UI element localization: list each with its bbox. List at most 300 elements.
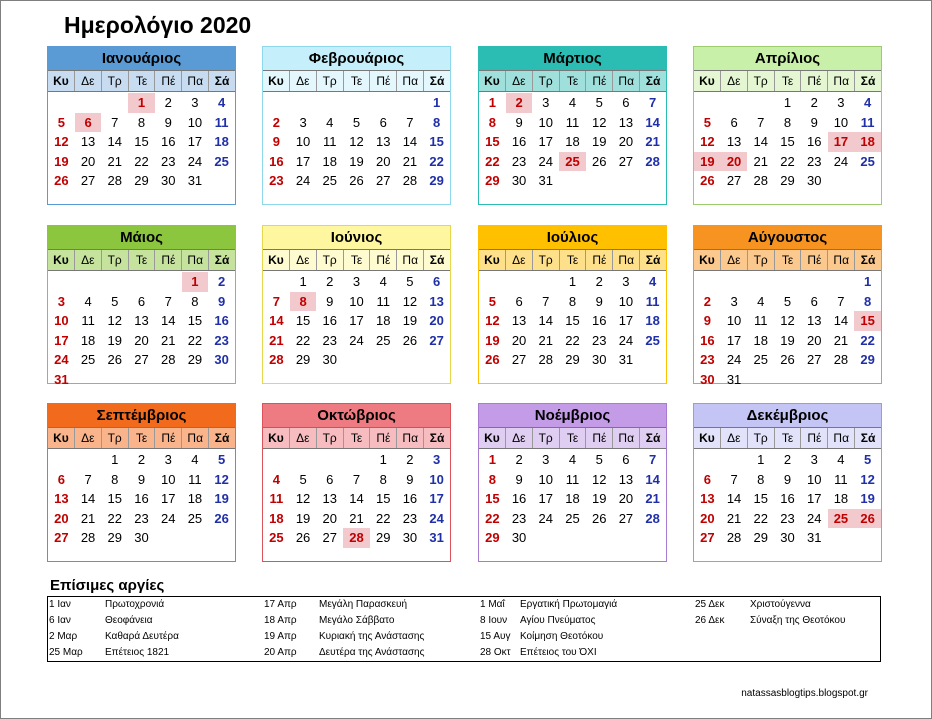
weekday-label: Σά <box>639 428 666 448</box>
weekday-label: Τε <box>559 250 586 270</box>
weekday-label: Σά <box>639 250 666 270</box>
weekday-label: Τρ <box>101 250 128 270</box>
day-cell: 7 <box>649 452 657 467</box>
month-calendar <box>262 225 451 384</box>
day-cell: 26 <box>107 352 123 367</box>
day-cell: 4 <box>864 95 872 110</box>
day-cell: 6 <box>515 293 523 309</box>
holidays-column <box>49 597 179 661</box>
day-cell: 17 <box>429 491 444 506</box>
weekday-label: Δε <box>74 428 101 448</box>
weekday-header <box>48 427 235 449</box>
day-cell: 27 <box>375 173 391 188</box>
weekday-label: Κυ <box>484 431 500 445</box>
day-cell: 2 <box>137 452 146 467</box>
day-cell: 18 <box>322 153 338 169</box>
holiday-row <box>695 597 845 613</box>
day-cell: 31 <box>618 352 634 367</box>
day-cell: 12 <box>700 134 715 149</box>
empty-cell <box>75 272 102 292</box>
weekday-header <box>48 249 235 271</box>
day-cell: 23 <box>806 153 822 169</box>
weekday-header <box>694 249 881 271</box>
holiday-date: 20 Απρ <box>264 647 297 658</box>
day-cell: 22 <box>429 153 444 169</box>
day-cell: 3 <box>622 274 630 289</box>
day-cell: 28 <box>538 352 554 367</box>
day-cell: 26 <box>854 509 881 529</box>
day-cell: 17 <box>538 491 554 506</box>
holiday-name: Δευτέρα της Ανάστασης <box>319 647 425 658</box>
days-grid <box>694 271 881 389</box>
weekday-label: Δε <box>289 71 316 91</box>
day-cell: 23 <box>214 332 229 348</box>
day-cell: 15 <box>429 134 444 149</box>
month-calendar <box>262 46 451 205</box>
day-cell: 20 <box>806 332 822 348</box>
day-cell: 6 <box>433 274 441 289</box>
weekday-label: Κυ <box>699 74 715 88</box>
empty-cell <box>101 93 128 113</box>
weekday-label: Τε <box>559 71 586 91</box>
day-cell: 19 <box>349 153 364 169</box>
day-cell: 4 <box>837 452 845 467</box>
weekday-label: Πέ <box>369 71 396 91</box>
weekday-label: Δε <box>74 250 101 270</box>
day-cell: 15 <box>187 313 203 328</box>
month-calendar <box>47 403 236 562</box>
holiday-date: 6 Ιαν <box>49 615 71 626</box>
day-cell: 13 <box>806 313 822 328</box>
day-cell: 10 <box>618 293 634 309</box>
month-name: Ιούνιος <box>263 226 450 249</box>
day-cell: 4 <box>568 95 577 110</box>
weekday-label: Δε <box>74 71 101 91</box>
day-cell: 10 <box>806 471 822 487</box>
day-cell: 22 <box>295 332 311 348</box>
day-cell: 26 <box>591 510 607 526</box>
day-cell: 13 <box>322 491 338 506</box>
day-cell: 13 <box>700 491 715 506</box>
day-cell: 30 <box>134 530 149 545</box>
day-cell: 20 <box>134 332 149 348</box>
weekday-label: Κυ <box>53 253 69 267</box>
day-cell: 11 <box>645 293 660 309</box>
day-cell: 17 <box>187 134 203 149</box>
day-cell: 19 <box>591 134 607 149</box>
empty-cell <box>263 450 290 470</box>
day-cell: 10 <box>349 293 364 309</box>
day-cell: 1 <box>568 274 577 289</box>
weekday-header <box>263 70 450 92</box>
day-cell: 12 <box>591 471 607 487</box>
day-cell: 20 <box>80 153 96 169</box>
day-cell: 3 <box>837 95 845 110</box>
day-cell: 27 <box>511 352 527 367</box>
day-cell: 4 <box>326 114 334 130</box>
weekday-label: Τε <box>343 250 370 270</box>
weekday-label: Τρ <box>316 428 343 448</box>
holiday-date: 25 Μαρ <box>49 647 83 658</box>
day-cell: 15 <box>753 491 769 506</box>
weekday-label: Πέ <box>800 71 827 91</box>
days-grid <box>48 271 235 389</box>
day-cell: 3 <box>164 452 172 467</box>
day-cell: 8 <box>488 114 496 130</box>
day-cell: 3 <box>433 452 441 467</box>
weekday-label: Τε <box>774 428 801 448</box>
weekday-label: Τρ <box>316 250 343 270</box>
weekday-label: Τρ <box>532 428 559 448</box>
day-cell: 28 <box>160 352 176 367</box>
day-cell: 28 <box>269 352 284 367</box>
holiday-date: 19 Απρ <box>264 631 297 642</box>
day-cell: 10 <box>538 114 554 130</box>
day-cell: 27 <box>618 153 634 169</box>
day-cell: 21 <box>269 332 284 348</box>
holiday-date: 8 Ιουν <box>480 615 508 626</box>
month-calendar <box>693 225 882 387</box>
day-cell: 16 <box>700 332 715 348</box>
day-cell: 15 <box>485 491 500 506</box>
days-grid <box>694 449 881 548</box>
day-cell: 8 <box>433 114 441 130</box>
day-cell: 6 <box>703 471 711 487</box>
day-cell: 29 <box>187 352 203 367</box>
day-cell: 8 <box>137 114 146 130</box>
day-cell: 25 <box>565 510 580 526</box>
weekday-label: Κυ <box>699 253 715 267</box>
holiday-name: Αγίου Πνεύματος <box>520 615 596 626</box>
holiday-row <box>49 645 179 661</box>
day-cell: 23 <box>511 153 527 169</box>
day-cell: 2 <box>783 452 792 467</box>
weekday-label: Πα <box>827 71 854 91</box>
holiday-row <box>695 613 845 629</box>
month-name: Οκτώβριος <box>263 404 450 427</box>
day-cell: 29 <box>753 530 769 545</box>
day-cell: 25 <box>645 332 660 348</box>
day-cell: 20 <box>375 153 391 169</box>
day-cell: 29 <box>375 530 391 545</box>
day-cell: 7 <box>542 293 550 309</box>
day-cell: 13 <box>375 134 391 149</box>
day-cell: 23 <box>160 153 176 169</box>
day-cell: 29 <box>134 173 149 188</box>
day-cell: 26 <box>700 173 715 188</box>
day-cell: 24 <box>538 153 554 169</box>
day-cell: 25 <box>860 153 875 169</box>
day-cell: 6 <box>57 471 65 487</box>
day-cell: 14 <box>402 134 418 149</box>
day-cell: 16 <box>134 491 149 506</box>
holiday-name: Σύναξη της Θεοτόκου <box>750 615 846 626</box>
day-cell: 22 <box>187 332 203 348</box>
day-cell: 10 <box>833 114 849 130</box>
empty-cell <box>343 93 370 113</box>
day-cell: 11 <box>269 491 284 506</box>
day-cell: 17 <box>349 313 364 328</box>
weekday-label: Πα <box>612 428 639 448</box>
day-cell: 7 <box>837 293 845 309</box>
day-cell: 24 <box>538 510 554 526</box>
day-cell: 20 <box>618 491 634 506</box>
day-cell: 5 <box>703 114 711 130</box>
day-cell: 18 <box>565 491 580 506</box>
day-cell: 25 <box>828 509 855 529</box>
empty-cell <box>48 93 75 113</box>
weekday-label: Πέ <box>154 71 181 91</box>
day-cell: 9 <box>515 114 523 130</box>
holidays-table <box>47 596 881 662</box>
day-cell: 19 <box>54 153 69 169</box>
day-cell: 28 <box>80 530 96 545</box>
day-cell: 29 <box>107 530 123 545</box>
empty-cell <box>290 450 317 470</box>
day-cell: 5 <box>57 114 65 130</box>
day-cell: 30 <box>780 530 795 545</box>
holiday-date: 2 Μαρ <box>49 631 78 642</box>
day-cell: 12 <box>107 313 123 328</box>
holiday-name: Καθαρά Δευτέρα <box>105 631 179 642</box>
day-cell: 1 <box>379 452 387 467</box>
weekday-label: Πέ <box>369 428 396 448</box>
day-cell: 13 <box>134 313 149 328</box>
weekday-label: Σά <box>639 71 666 91</box>
day-cell: 8 <box>757 471 765 487</box>
day-cell: 14 <box>160 313 176 328</box>
day-cell: 17 <box>54 332 69 348</box>
holiday-name: Μεγάλο Σάββατο <box>319 615 395 626</box>
day-cell: 27 <box>322 530 338 545</box>
day-cell: 12 <box>402 293 418 309</box>
day-cell: 4 <box>191 452 199 467</box>
day-cell: 17 <box>538 134 554 149</box>
day-cell: 5 <box>783 293 792 309</box>
weekday-label: Σά <box>208 250 235 270</box>
day-cell: 2 <box>272 114 280 130</box>
day-cell: 1 <box>182 272 209 292</box>
day-cell: 1 <box>299 274 307 289</box>
month-name: Αύγουστος <box>694 226 881 249</box>
empty-cell <box>801 272 828 292</box>
day-cell: 23 <box>322 332 338 348</box>
day-cell: 21 <box>160 332 176 348</box>
day-cell: 27 <box>618 510 634 526</box>
holiday-name: Επέτειος 1821 <box>105 647 170 658</box>
day-cell: 30 <box>402 530 418 545</box>
day-cell: 29 <box>780 173 795 188</box>
day-cell: 23 <box>591 332 607 348</box>
day-cell: 9 <box>164 114 172 130</box>
days-grid <box>263 271 450 370</box>
day-cell: 29 <box>429 173 444 188</box>
day-cell: 7 <box>406 114 414 130</box>
day-cell: 20 <box>511 332 527 348</box>
day-cell: 27 <box>726 173 742 188</box>
weekday-label: Τρ <box>747 71 774 91</box>
day-cell: 6 <box>379 114 387 130</box>
day-cell: 31 <box>538 173 554 188</box>
day-cell: 2 <box>595 274 603 289</box>
day-cell: 13 <box>618 471 634 487</box>
weekday-label: Πέ <box>369 250 396 270</box>
day-cell: 20 <box>429 313 444 328</box>
day-cell: 21 <box>645 134 660 149</box>
day-cell: 9 <box>810 114 818 130</box>
holiday-name: Πρωτοχρονιά <box>105 599 165 610</box>
day-cell: 6 <box>730 114 738 130</box>
empty-cell <box>316 450 343 470</box>
weekday-label: Τε <box>559 428 586 448</box>
day-cell: 14 <box>726 491 742 506</box>
day-cell: 1 <box>433 95 441 110</box>
day-cell: 12 <box>349 134 364 149</box>
day-cell: 5 <box>488 293 496 309</box>
day-cell: 23 <box>134 510 149 526</box>
month-calendar <box>693 403 882 562</box>
day-cell: 29 <box>295 352 311 367</box>
day-cell: 2 <box>515 452 523 467</box>
weekday-label: Τρ <box>532 250 559 270</box>
weekday-label: Σά <box>854 250 881 270</box>
empty-cell <box>532 272 559 292</box>
day-cell: 19 <box>485 332 500 348</box>
day-cell: 29 <box>485 530 500 545</box>
day-cell: 26 <box>295 530 311 545</box>
weekday-label: Πα <box>396 250 423 270</box>
day-cell: 1 <box>111 452 119 467</box>
holiday-row <box>49 629 179 645</box>
day-cell: 13 <box>54 491 69 506</box>
day-cell: 16 <box>806 134 822 149</box>
holiday-row <box>264 629 424 645</box>
weekday-label: Κυ <box>484 74 500 88</box>
day-cell: 10 <box>160 471 176 487</box>
day-cell: 30 <box>511 173 527 188</box>
weekday-label: Τρ <box>101 428 128 448</box>
day-cell: 15 <box>565 313 580 328</box>
day-cell: 5 <box>218 452 226 467</box>
weekday-label: Κυ <box>484 253 500 267</box>
day-cell: 4 <box>568 452 577 467</box>
empty-cell <box>343 450 370 470</box>
day-cell: 1 <box>128 93 155 113</box>
day-cell: 16 <box>591 313 607 328</box>
day-cell: 20 <box>322 510 338 526</box>
empty-cell <box>155 272 182 292</box>
day-cell: 28 <box>107 173 123 188</box>
days-grid <box>694 92 881 191</box>
holiday-name: Εργατική Πρωτομαγιά <box>520 599 618 610</box>
day-cell: 27 <box>134 352 149 367</box>
day-cell: 24 <box>806 510 822 526</box>
weekday-label: Πα <box>396 428 423 448</box>
weekday-label: Πέ <box>800 428 827 448</box>
day-cell: 26 <box>402 332 418 348</box>
day-cell: 6 <box>622 95 630 110</box>
day-cell: 19 <box>107 332 123 348</box>
month-name: Φεβρουάριος <box>263 47 450 70</box>
weekday-label: Πέ <box>585 428 612 448</box>
day-cell: 28 <box>753 173 769 188</box>
weekday-label: Σά <box>423 250 450 270</box>
day-cell: 14 <box>80 491 96 506</box>
month-calendar <box>478 225 667 384</box>
day-cell: 28 <box>726 530 742 545</box>
day-cell: 6 <box>810 293 818 309</box>
holiday-row <box>480 597 617 613</box>
calendar-title: Ημερολόγιο 2020 <box>64 12 252 38</box>
day-cell: 2 <box>326 274 334 289</box>
month-calendar <box>478 46 667 205</box>
holiday-row <box>480 629 617 645</box>
day-cell: 9 <box>515 471 523 487</box>
day-cell: 28 <box>645 153 660 169</box>
weekday-label: Πέ <box>585 250 612 270</box>
month-calendar <box>693 46 882 205</box>
day-cell: 26 <box>591 153 607 169</box>
day-cell: 15 <box>854 311 881 331</box>
day-cell: 4 <box>218 95 226 110</box>
day-cell: 1 <box>757 452 765 467</box>
day-cell: 3 <box>191 95 199 110</box>
weekday-label: Κυ <box>53 431 69 445</box>
day-cell: 28 <box>343 528 370 548</box>
holiday-date: 25 Δεκ <box>695 599 725 610</box>
holiday-name: Κυριακή της Ανάστασης <box>319 631 425 642</box>
weekday-label: Τρ <box>747 428 774 448</box>
day-cell: 10 <box>538 471 554 487</box>
day-cell: 20 <box>54 510 69 526</box>
weekday-label: Πα <box>181 71 208 91</box>
month-name: Απρίλιος <box>694 47 881 70</box>
holiday-date: 17 Απρ <box>264 599 297 610</box>
day-cell: 3 <box>299 114 307 130</box>
month-name: Μάρτιος <box>479 47 666 70</box>
day-cell: 16 <box>780 491 795 506</box>
days-grid <box>263 449 450 548</box>
day-cell: 3 <box>542 452 550 467</box>
day-cell: 3 <box>810 452 818 467</box>
holiday-name: Χριστούγεννα <box>750 599 811 610</box>
day-cell: 18 <box>854 132 881 152</box>
empty-cell <box>370 93 397 113</box>
month-calendar <box>262 403 451 562</box>
day-cell: 20 <box>700 510 715 526</box>
empty-cell <box>774 272 801 292</box>
empty-cell <box>48 272 75 292</box>
day-cell: 30 <box>214 352 229 367</box>
day-cell: 19 <box>591 491 607 506</box>
day-cell: 25 <box>559 152 586 172</box>
day-cell: 22 <box>753 510 769 526</box>
days-grid <box>479 92 666 191</box>
days-grid <box>48 92 235 191</box>
month-calendar <box>478 403 667 562</box>
day-cell: 15 <box>107 491 123 506</box>
day-cell: 10 <box>187 114 203 130</box>
day-cell: 11 <box>860 114 875 130</box>
holiday-date: 18 Απρ <box>264 615 297 626</box>
day-cell: 19 <box>694 152 721 172</box>
empty-cell <box>721 93 748 113</box>
day-cell: 3 <box>542 95 550 110</box>
holiday-row <box>264 613 424 629</box>
weekday-label: Σά <box>854 71 881 91</box>
day-cell: 19 <box>214 491 229 506</box>
holiday-row <box>49 597 179 613</box>
